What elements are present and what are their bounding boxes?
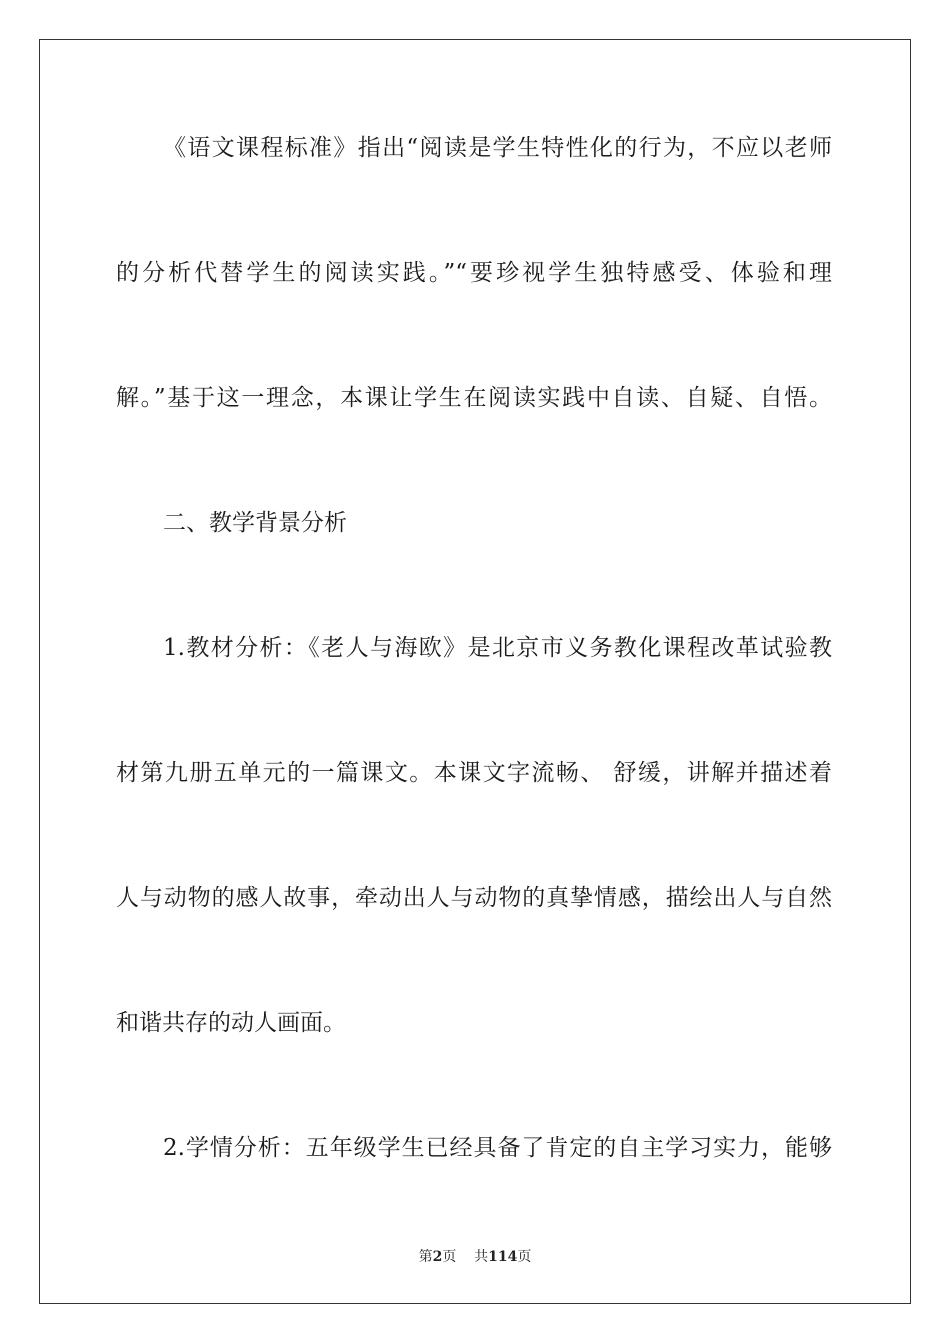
total-suffix: 页 — [517, 1249, 532, 1265]
body-text-line: 1.教材分析：《老人与海欧》是北京市义务教化课程改革试验教 — [163, 635, 832, 661]
page-footer — [0, 1248, 950, 1266]
body-text-line: 解。”基于这一理念，本课让学生在阅读实践中自读、自疑、自悟。 — [116, 385, 832, 411]
body-text-line: 材第九册五单元的一篇课文。本课文字流畅、 舒缓，讲解并描述着 — [116, 760, 832, 786]
body-text-line: 2.学情分析：五年级学生已经具备了肯定的自主学习实力，能够 — [163, 1135, 832, 1161]
body-text-line: 和谐共存的动人画面。 — [116, 1010, 346, 1036]
current-page-number: 2 — [432, 1249, 443, 1265]
total-prefix: 共 — [474, 1249, 489, 1265]
body-text-line: 人与动物的感人故事，牵动出人与动物的真挚情感，描绘出人与自然 — [116, 885, 832, 911]
total-page-count: 114 — [488, 1249, 518, 1265]
page-suffix: 页 — [442, 1249, 457, 1265]
page-prefix: 第 — [418, 1249, 433, 1265]
body-text-line: 《语文课程标准》指出“阅读是学生特性化的行为，不应以老师 — [163, 135, 832, 161]
section-heading: 二、教学背景分析 — [163, 510, 347, 536]
page-border — [39, 39, 911, 1304]
body-text-line: 的分析代替学生的阅读实践。”“要珍视学生独特感受、体验和理 — [116, 260, 832, 286]
